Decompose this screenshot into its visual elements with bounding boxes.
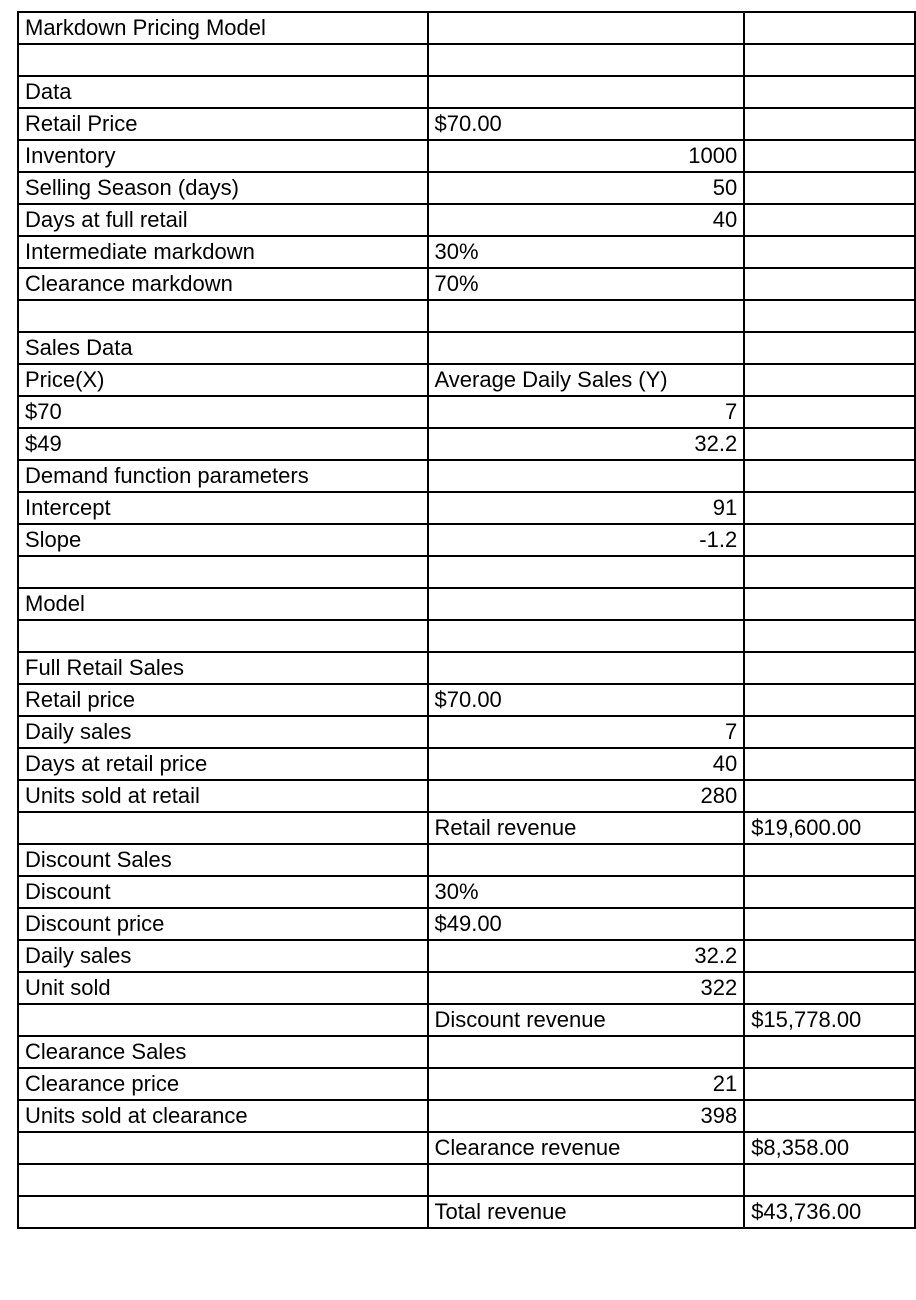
cell-a-label[interactable]: Intermediate markdown [18,236,428,268]
row-days-at-retail [18,748,915,780]
cell-c[interactable] [744,364,915,396]
cell-b-value[interactable]: $70.00 [428,684,745,716]
cell-b[interactable] [428,588,745,620]
cell-b-value[interactable]: 70% [428,268,745,300]
cell-b-value[interactable]: 280 [428,780,745,812]
row-discount-daily-sales [18,940,915,972]
cell-b-value[interactable]: 40 [428,204,745,236]
cell-a[interactable] [18,300,428,332]
cell-c[interactable] [744,780,915,812]
row-discount-header [18,844,915,876]
cell-a-label[interactable]: Discount price [18,908,428,940]
cell-a-label[interactable]: Days at retail price [18,748,428,780]
cell-b-value[interactable]: -1.2 [428,524,745,556]
cell-a-label[interactable]: Inventory [18,140,428,172]
cell-c[interactable] [744,1100,915,1132]
cell-a-title[interactable]: Markdown Pricing Model [18,12,428,44]
cell-c-value[interactable]: $19,600.00 [744,812,915,844]
cell-c[interactable] [744,524,915,556]
row-discount-price [18,908,915,940]
cell-b-value[interactable]: 21 [428,1068,745,1100]
spreadsheet-body [18,12,915,1228]
row-days-full-retail [18,204,915,236]
row-clearance-price [18,1068,915,1100]
cell-c-value[interactable]: $15,778.00 [744,1004,915,1036]
cell-c[interactable] [744,1036,915,1068]
cell-a-label[interactable]: Clearance markdown [18,268,428,300]
row-discount-revenue [18,1004,915,1036]
cell-b-value[interactable]: 30% [428,236,745,268]
cell-c[interactable] [744,940,915,972]
row-model-header [18,588,915,620]
cell-a-label[interactable]: Selling Season (days) [18,172,428,204]
cell-c[interactable] [744,716,915,748]
row-model-retail-price [18,684,915,716]
row-sales-columns [18,364,915,396]
row-sales-data-header [18,332,915,364]
cell-c[interactable] [744,140,915,172]
row-data-header [18,76,915,108]
cell-c[interactable] [744,396,915,428]
row-retail-revenue [18,812,915,844]
row-intercept [18,492,915,524]
cell-a-label[interactable]: $49 [18,428,428,460]
cell-b-value[interactable]: $70.00 [428,108,745,140]
cell-a[interactable] [18,1164,428,1196]
cell-c[interactable] [744,748,915,780]
cell-c[interactable] [744,652,915,684]
row-clearance-markdown [18,268,915,300]
row-sales-point-2 [18,428,915,460]
cell-b-label[interactable]: Total revenue [428,1196,745,1228]
cell-a-label[interactable]: Daily sales [18,716,428,748]
cell-b[interactable] [428,620,745,652]
cell-c[interactable] [744,556,915,588]
row-full-retail-header [18,652,915,684]
row-blank [18,300,915,332]
cell-c-value[interactable]: $43,736.00 [744,1196,915,1228]
cell-c[interactable] [744,300,915,332]
cell-c[interactable] [744,684,915,716]
cell-a-label[interactable]: Intercept [18,492,428,524]
row-intermediate-markdown [18,236,915,268]
cell-a-label[interactable]: Units sold at clearance [18,1100,428,1132]
row-discount [18,876,915,908]
row-demand-parameters-header [18,460,915,492]
cell-b-label[interactable]: Discount revenue [428,1004,745,1036]
cell-b[interactable] [428,300,745,332]
cell-c[interactable] [744,268,915,300]
cell-c[interactable] [744,428,915,460]
cell-c[interactable] [744,172,915,204]
cell-b[interactable] [428,1164,745,1196]
spreadsheet-grid [17,11,916,1229]
cell-c[interactable] [744,44,915,76]
cell-b-label[interactable]: Average Daily Sales (Y) [428,364,745,396]
cell-b[interactable] [428,44,745,76]
cell-c[interactable] [744,876,915,908]
cell-a-label[interactable]: Discount [18,876,428,908]
cell-a[interactable] [18,812,428,844]
cell-c[interactable] [744,588,915,620]
cell-a-section-header[interactable]: Full Retail Sales [18,652,428,684]
row-blank [18,556,915,588]
cell-b-label[interactable]: Retail revenue [428,812,745,844]
cell-b-value[interactable]: $49.00 [428,908,745,940]
cell-b-value[interactable]: 91 [428,492,745,524]
cell-a-section-header[interactable]: Sales Data [18,332,428,364]
cell-b[interactable] [428,556,745,588]
cell-c-value[interactable]: $8,358.00 [744,1132,915,1164]
cell-a-section-header[interactable]: Clearance Sales [18,1036,428,1068]
cell-c[interactable] [744,460,915,492]
row-unit-sold [18,972,915,1004]
cell-c[interactable] [744,844,915,876]
cell-a[interactable] [18,620,428,652]
cell-c[interactable] [744,12,915,44]
cell-c[interactable] [744,908,915,940]
cell-a-label[interactable]: Demand function parameters [18,460,428,492]
cell-a-section-header[interactable]: Data [18,76,428,108]
cell-c[interactable] [744,1068,915,1100]
cell-c[interactable] [744,492,915,524]
row-clearance-revenue [18,1132,915,1164]
cell-a-label[interactable]: Retail Price [18,108,428,140]
row-inventory [18,140,915,172]
cell-b-value[interactable]: 32.2 [428,428,745,460]
cell-a[interactable] [18,1004,428,1036]
row-clearance-header [18,1036,915,1068]
cell-b-value[interactable]: 322 [428,972,745,1004]
row-total-revenue [18,1196,915,1228]
cell-c[interactable] [744,108,915,140]
cell-a[interactable] [18,556,428,588]
cell-a-label[interactable]: Slope [18,524,428,556]
cell-b-value[interactable]: 50 [428,172,745,204]
cell-b-label[interactable]: Clearance revenue [428,1132,745,1164]
cell-b[interactable] [428,460,745,492]
cell-a[interactable] [18,44,428,76]
row-title [18,12,915,44]
cell-a-label[interactable]: Daily sales [18,940,428,972]
row-retail-daily-sales [18,716,915,748]
cell-b-value[interactable]: 7 [428,396,745,428]
cell-a-label[interactable]: Price(X) [18,364,428,396]
row-units-sold-clearance [18,1100,915,1132]
row-blank [18,1164,915,1196]
cell-c[interactable] [744,236,915,268]
cell-c[interactable] [744,1164,915,1196]
row-blank [18,620,915,652]
cell-a-label[interactable]: Retail price [18,684,428,716]
cell-b-value[interactable]: 30% [428,876,745,908]
row-slope [18,524,915,556]
cell-b[interactable] [428,332,745,364]
row-units-sold-retail [18,780,915,812]
cell-b-value[interactable]: 40 [428,748,745,780]
cell-c[interactable] [744,76,915,108]
row-selling-season [18,172,915,204]
row-retail-price [18,108,915,140]
cell-b-value[interactable]: 7 [428,716,745,748]
cell-b-value[interactable]: 32.2 [428,940,745,972]
cell-a-section-header[interactable]: Discount Sales [18,844,428,876]
cell-a[interactable] [18,1196,428,1228]
cell-b-value[interactable]: 398 [428,1100,745,1132]
cell-b-value[interactable]: 1000 [428,140,745,172]
cell-b[interactable] [428,844,745,876]
cell-c[interactable] [744,204,915,236]
row-blank [18,44,915,76]
cell-a-section-header[interactable]: Model [18,588,428,620]
cell-c[interactable] [744,620,915,652]
row-sales-point-1 [18,396,915,428]
cell-c[interactable] [744,332,915,364]
cell-c[interactable] [744,972,915,1004]
cell-b[interactable] [428,1036,745,1068]
cell-a-label[interactable]: Clearance price [18,1068,428,1100]
cell-a-label[interactable]: $70 [18,396,428,428]
cell-a-label[interactable]: Units sold at retail [18,780,428,812]
cell-b[interactable] [428,76,745,108]
cell-a-label[interactable]: Unit sold [18,972,428,1004]
cell-b[interactable] [428,12,745,44]
cell-b[interactable] [428,652,745,684]
cell-a[interactable] [18,1132,428,1164]
cell-a-label[interactable]: Days at full retail [18,204,428,236]
